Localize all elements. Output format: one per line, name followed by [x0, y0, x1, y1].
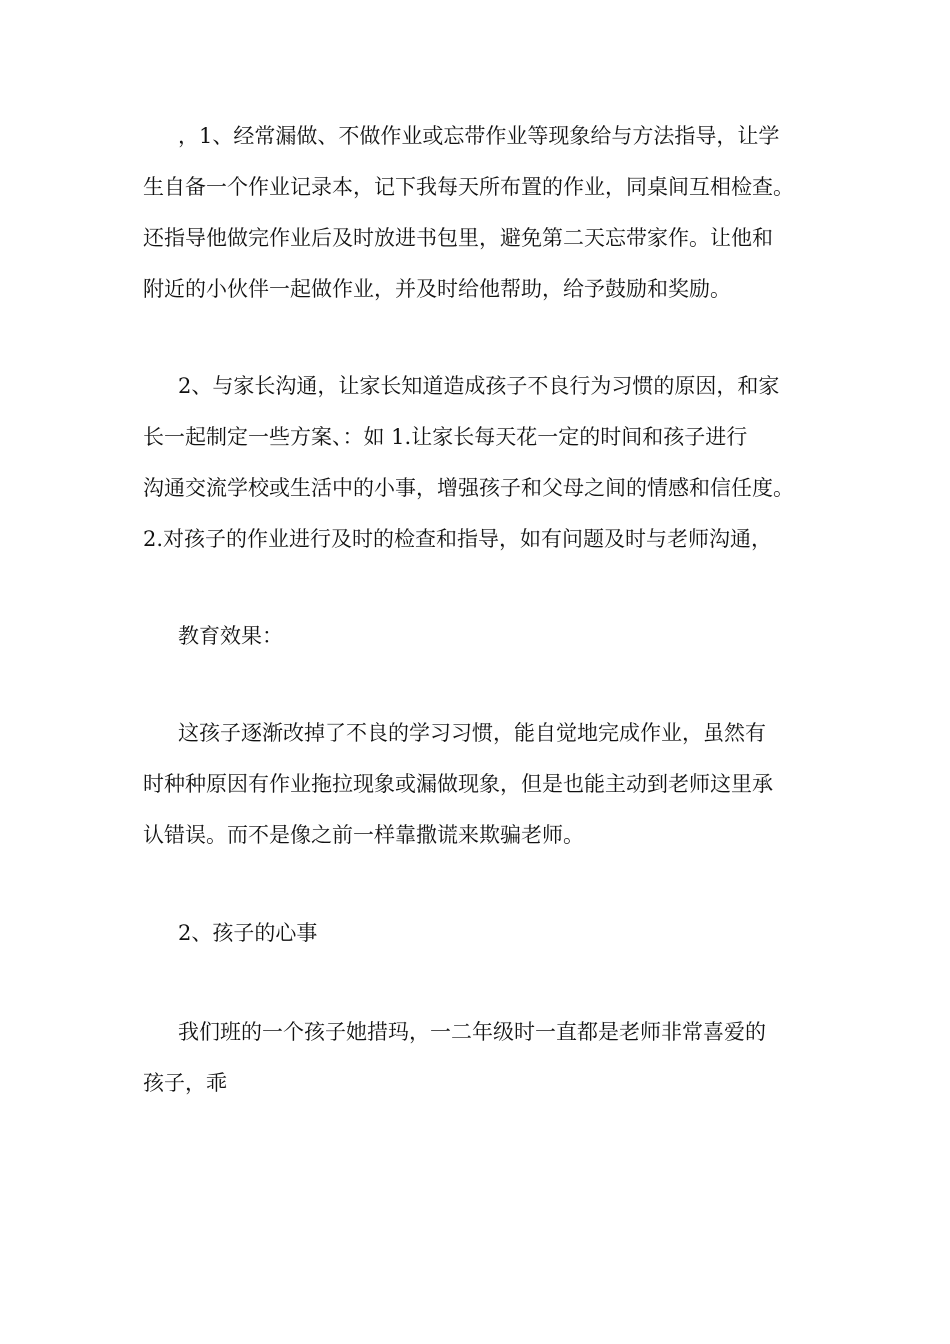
text-line: 附近的小伙伴一起做作业，并及时给他帮助，给予鼓励和奖励。: [143, 277, 731, 301]
text-line: 教育效果：: [178, 624, 283, 648]
text-line: 这孩子逐渐改掉了不良的学习习惯，能自觉地完成作业，虽然有: [178, 721, 766, 745]
text-line: ，1、经常漏做、不做作业或忘带作业等现象给与方法指导，让学: [178, 124, 780, 148]
paragraph-education-result: [143, 708, 815, 861]
paragraph-child-story: [143, 1007, 815, 1109]
text-line: 我们班的一个孩子她措玛，一二年级时一直都是老师非常喜爱的: [178, 1020, 766, 1044]
text-line: 2、与家长沟通，让家长知道造成孩子不良行为习惯的原因，和家: [178, 374, 780, 398]
section-heading-education-effect: [143, 611, 815, 662]
text-line: 认错误。而不是像之前一样靠撒谎来欺骗老师。: [143, 823, 584, 847]
text-line: 2、孩子的心事: [178, 921, 318, 945]
text-line: 孩子，乖: [143, 1071, 227, 1095]
text-line: 时种种原因有作业拖拉现象或漏做现象，但是也能主动到老师这里承: [143, 772, 773, 796]
section-heading-child-worries: [143, 908, 815, 959]
text-line: 2.对孩子的作业进行及时的检查和指导，如有问题及时与老师沟通，: [143, 527, 773, 551]
paragraph-homework-guidance: [143, 111, 815, 315]
text-line: 长一起制定一些方案、：如 1.让家长每天花一定的时间和孩子进行: [143, 425, 748, 449]
text-line: 生自备一个作业记录本，记下我每天所布置的作业，同桌间互相检查。: [143, 175, 794, 199]
text-line: 沟通交流学校或生活中的小事，增强孩子和父母之间的情感和信任度。: [143, 476, 794, 500]
text-line: 还指导他做完作业后及时放进书包里，避免第二天忘带家作。让他和: [143, 226, 773, 250]
paragraph-parent-communication: [143, 361, 815, 565]
